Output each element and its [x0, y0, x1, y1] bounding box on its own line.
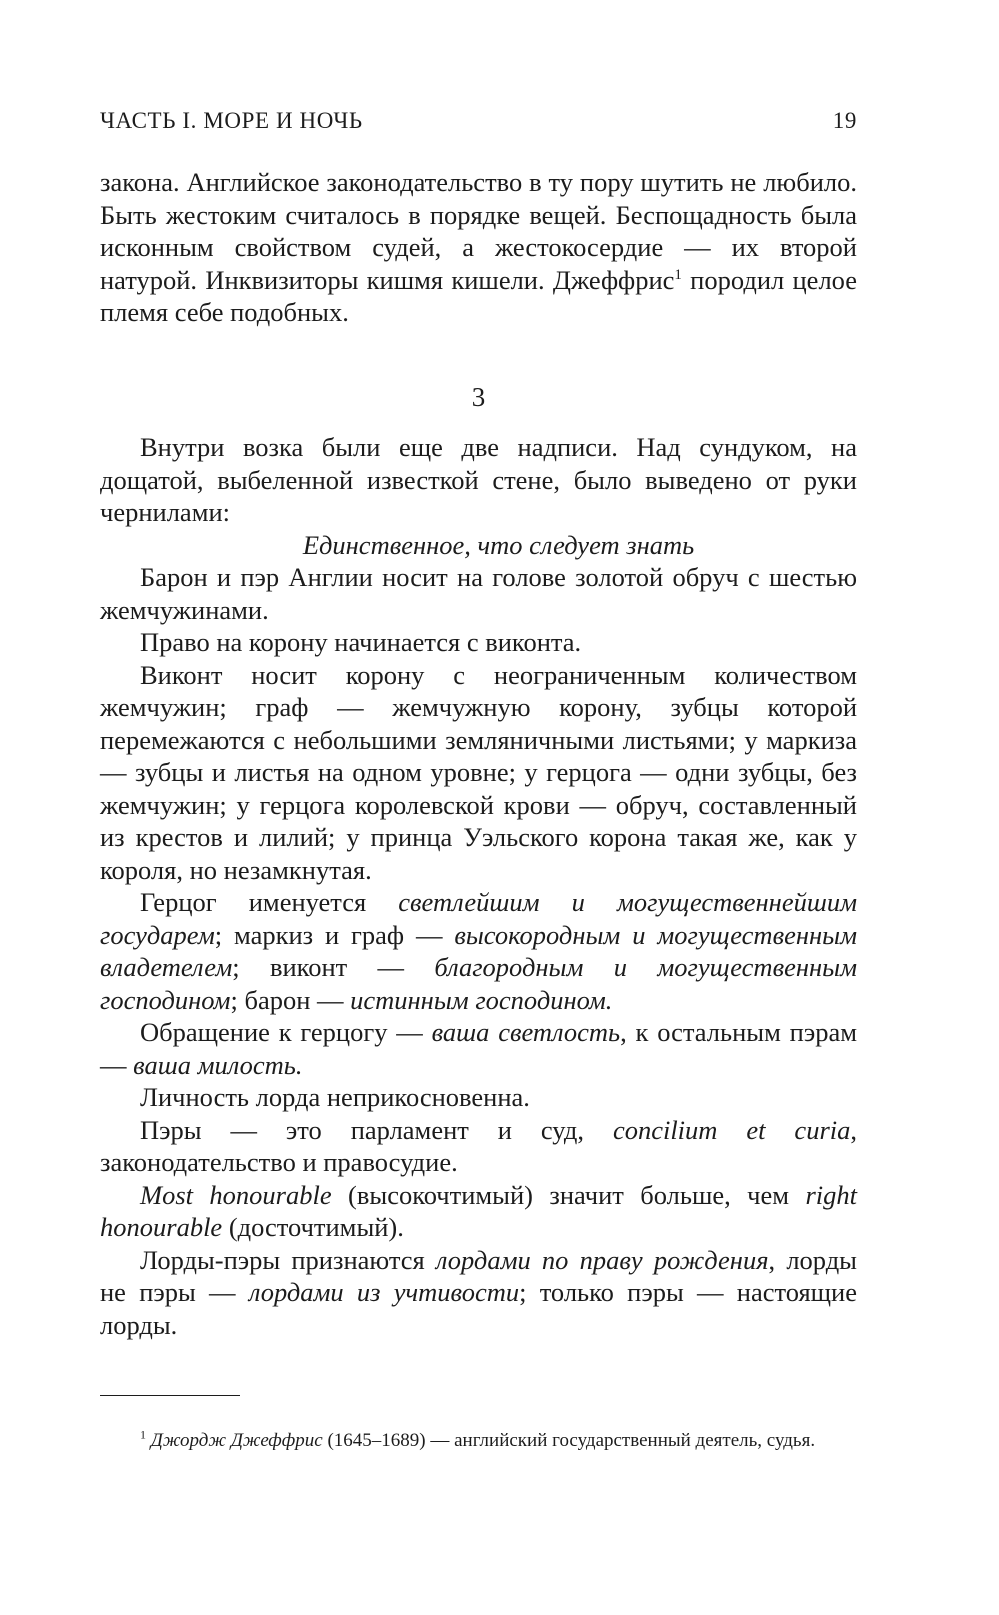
section-number: 3	[471, 381, 486, 412]
paragraph-text: , законодательство и правосудие.	[100, 1114, 857, 1177]
paragraph	[100, 886, 857, 1016]
page-header	[100, 108, 857, 134]
italic-text: Most honourable	[140, 1179, 332, 1210]
paragraph-text: Герцог именуется	[140, 887, 399, 917]
paragraph	[100, 1179, 857, 1244]
italic-text: высокородным и могущественным владетелем	[100, 919, 857, 982]
italic-text: истинным господином.	[350, 984, 613, 1015]
paragraph-text: (досточтимый).	[222, 1212, 404, 1242]
italic-text: ваша светлость	[431, 1017, 621, 1047]
paragraph-text: ; виконт —	[232, 952, 435, 982]
paragraph: Барон и пэр Англии носит на голове золотой обруч с шестью жемчужинами.	[100, 562, 857, 625]
paragraph-text: закона. Английское законодательство в ту пору шутить не любило. Быть жестоким считалось в порядке вещей. Беспощадность была исконным свойством судей, а жестокосердие — их второй натурой. Инквизиторы кишмя кишели. Джеффрис	[100, 167, 857, 295]
paragraph-text: (высокочтимый) значит больше, чем	[331, 1179, 806, 1210]
paragraph-text: , лорды не пэры —	[100, 1244, 857, 1307]
footnote	[100, 1427, 857, 1454]
running-title: ЧАСТЬ I. МОРЕ И НОЧЬ	[100, 108, 363, 133]
paragraph: Личность лорда неприкосновенна.	[140, 1082, 530, 1112]
italic-text: благородным и могущественным господином	[100, 952, 857, 1015]
italic-text: лордами по праву рождения	[435, 1244, 769, 1275]
epigraph: Единственное, что следует знать	[302, 529, 695, 560]
paragraph-text: Обращение к герцогу —	[140, 1017, 432, 1047]
paragraph-text: ; барон —	[230, 984, 351, 1015]
page-number: 19	[832, 108, 857, 133]
paragraph-text: Пэры — это парламент и суд,	[140, 1114, 613, 1145]
paragraph	[100, 166, 857, 329]
page-body	[100, 166, 857, 1341]
paragraph-text: ; маркиз и граф —	[214, 919, 455, 950]
paragraph: Виконт носит корону с неограниченным количеством жемчужин; граф — жемчужную корону, зубцы которой перемежаются с небольшими земляничными листьями; у маркиза — зубцы и листья на одном уровне; у герцога — одни зубцы, без жемчужин; у герцога королевской крови — обруч, составленный из крестов и лилий; у принца Уэльского корона такая же, как у короля, но незамкнутая.	[100, 659, 857, 885]
italic-text: светлейшим и могущественнейшим государем	[100, 887, 857, 950]
footnote-marker: 1	[140, 1427, 146, 1442]
italic-text: лордами из учтивости	[248, 1277, 520, 1307]
footnote-text: (1645–1689) — английский государственный деятель, судья.	[322, 1430, 816, 1451]
footnote-name: Джордж Джеффрис	[150, 1430, 323, 1451]
paragraph: Внутри возка были еще две надписи. Над сундуком, на дощатой, выбеленной известкой стене, было выведено от руки чернилами:	[100, 432, 857, 527]
footnote-divider	[100, 1395, 240, 1396]
paragraph	[100, 1244, 857, 1342]
paragraph: Право на корону начинается с виконта.	[140, 627, 582, 657]
italic-text: ваша милость.	[133, 1049, 303, 1080]
paragraph	[100, 1016, 857, 1081]
paragraph-text: породил целое племя себе подобных.	[100, 264, 857, 327]
paragraph-text: ; только пэры — настоящие лорды.	[100, 1277, 858, 1340]
paragraph	[100, 1114, 857, 1179]
italic-text: right honourable	[100, 1179, 858, 1242]
paragraph-text: Лорды-пэры признаются	[140, 1244, 436, 1275]
footnote-reference[interactable]: 1	[674, 266, 682, 283]
paragraph-text: , к остальным пэрам —	[100, 1017, 857, 1080]
italic-text: concilium et curia	[612, 1114, 851, 1145]
